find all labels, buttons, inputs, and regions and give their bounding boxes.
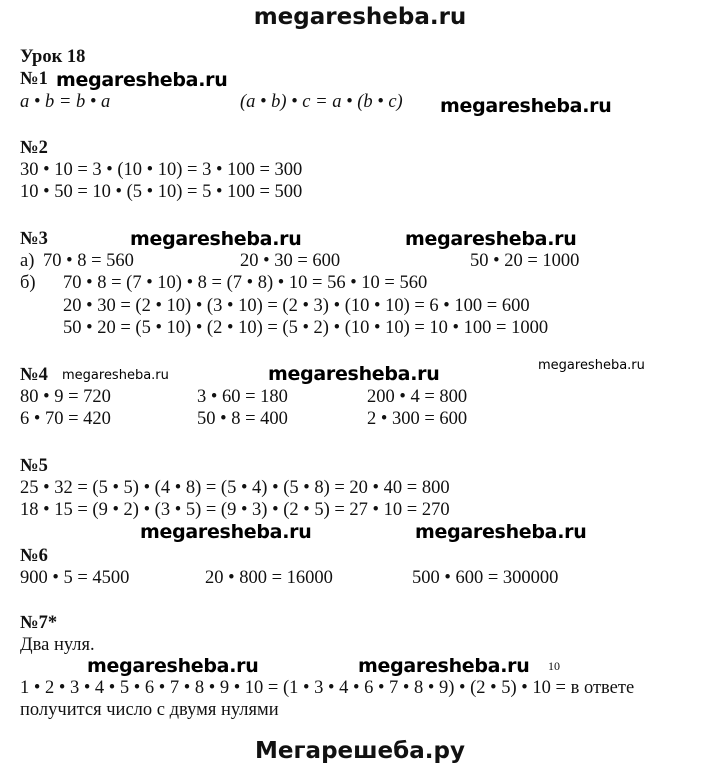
task-1-right: (a • b) • c = a • (b • c) — [240, 92, 403, 112]
watermark: megaresheba.ru — [62, 368, 169, 383]
task-5-line: 18 • 15 = (9 • 2) • (3 • 5) = (9 • 3) • (2 • 5) = 27 • 10 = 270 — [20, 500, 450, 520]
task-3-title: №3 — [20, 229, 48, 249]
task-6-title: №6 — [20, 546, 48, 566]
watermark: megaresheba.ru — [87, 655, 259, 677]
task-3-b-line: 50 • 20 = (5 • 10) • (2 • 10) = (5 • 2) • (10 • 10) = 10 • 100 = 1000 — [63, 318, 549, 338]
task-3-a-item: 70 • 8 = 560 — [43, 251, 134, 271]
task-2-line: 30 • 10 = 3 • (10 • 10) = 3 • 100 = 300 — [20, 160, 303, 180]
task-3-b-line: 70 • 8 = (7 • 10) • 8 = (7 • 8) • 10 = 56 • 10 = 560 — [63, 273, 428, 293]
task-3-b-label: б) — [20, 273, 36, 293]
watermark: megaresheba.ru — [405, 228, 577, 250]
watermark: megaresheba.ru — [358, 655, 530, 677]
task-4-item: 50 • 8 = 400 — [197, 409, 288, 429]
watermark: megaresheba.ru — [538, 358, 645, 373]
task-1-left: a • b = b • a — [20, 92, 111, 112]
task-3-b-line: 20 • 30 = (2 • 10) • (3 • 10) = (2 • 3) • (10 • 10) = 6 • 100 = 600 — [63, 296, 530, 316]
task-7-subscript: 10 — [548, 659, 560, 673]
watermark: megaresheba.ru — [56, 69, 228, 91]
task-4-item: 2 • 300 = 600 — [367, 409, 468, 429]
task-4-title: №4 — [20, 365, 48, 385]
task-2-title: №2 — [20, 138, 48, 158]
lesson-title: Урок 18 — [20, 47, 86, 67]
task-4-item: 80 • 9 = 720 — [20, 387, 111, 407]
task-7-line: 1 • 2 • 3 • 4 • 5 • 6 • 7 • 8 • 9 • 10 = (1 • 3 • 4 • 6 • 7 • 8 • 9) • (2 • 5) • 10 = в ответе — [20, 678, 635, 698]
task-3-a-item: 20 • 30 = 600 — [240, 251, 341, 271]
task-3-a-label: а) — [20, 251, 35, 271]
task-7-line: получится число с двумя нулями — [20, 700, 279, 720]
task-5-line: 25 • 32 = (5 • 5) • (4 • 8) = (5 • 4) • (5 • 8) = 20 • 40 = 800 — [20, 478, 450, 498]
watermark: megaresheba.ru — [140, 521, 312, 543]
task-4-item: 200 • 4 = 800 — [367, 387, 468, 407]
task-4-item: 3 • 60 = 180 — [197, 387, 288, 407]
watermark: megaresheba.ru — [130, 228, 302, 250]
watermark: megaresheba.ru — [415, 521, 587, 543]
watermark: megaresheba.ru — [268, 363, 440, 385]
site-header[interactable]: megaresheba.ru — [253, 4, 467, 30]
task-6-item: 20 • 800 = 16000 — [205, 568, 333, 588]
task-2-line: 10 • 50 = 10 • (5 • 10) = 5 • 100 = 500 — [20, 182, 303, 202]
task-6-item: 500 • 600 = 300000 — [412, 568, 559, 588]
task-5-title: №5 — [20, 456, 48, 476]
site-footer[interactable]: Мегарешеба.ру — [255, 738, 465, 764]
task-3-a-item: 50 • 20 = 1000 — [470, 251, 580, 271]
task-7-title: №7* — [20, 613, 58, 633]
watermark: megaresheba.ru — [440, 95, 612, 117]
task-6-item: 900 • 5 = 4500 — [20, 568, 130, 588]
task-1-title: №1 — [20, 69, 48, 89]
task-4-item: 6 • 70 = 420 — [20, 409, 111, 429]
task-7-answer: Два нуля. — [20, 635, 95, 655]
